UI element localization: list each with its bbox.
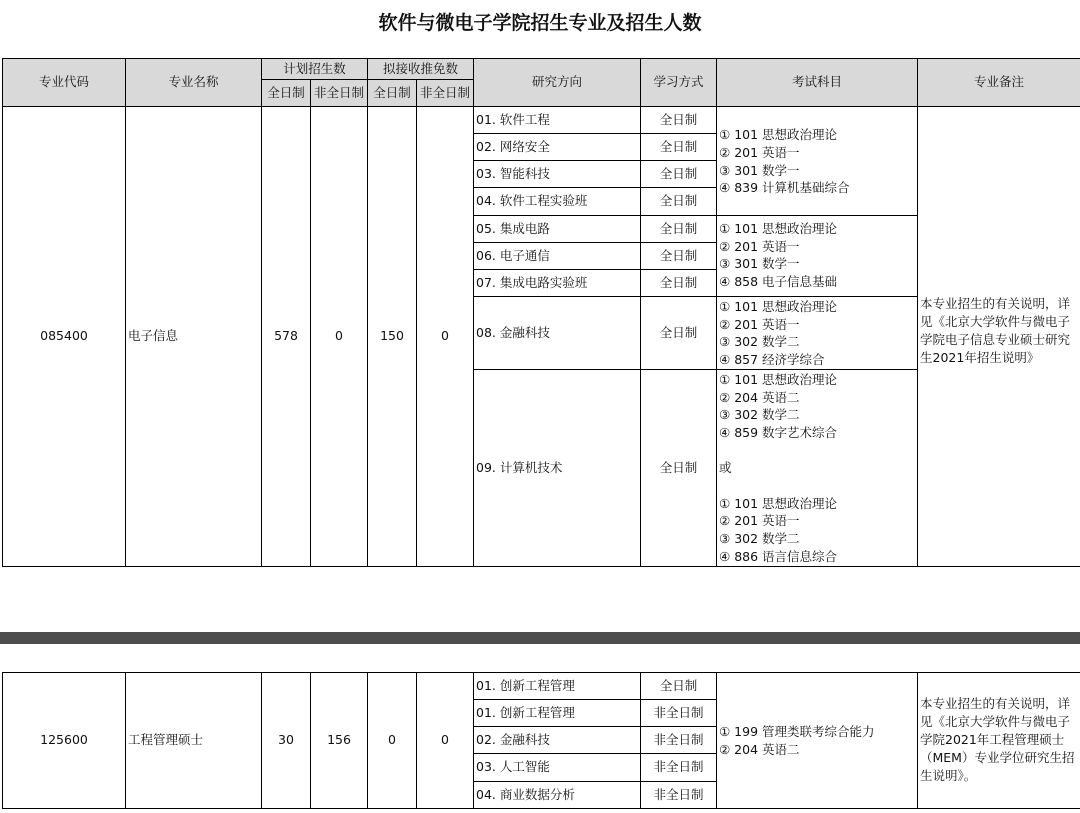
direction-item: 01. 创新工程管理 — [474, 700, 641, 727]
header-direction: 研究方向 — [474, 59, 641, 107]
direction-item: 03. 人工智能 — [474, 754, 641, 782]
study-mode: 全日制 — [641, 297, 717, 370]
push-part-count: 0 — [417, 107, 474, 567]
note-text: 本专业招生的有关说明，详见《北京大学软件与微电子学院2021年工程管理硕士（MEM）专业学位研究生招生说明》。 — [920, 696, 1075, 783]
exam-subjects — [717, 107, 918, 216]
subject-line: ③ 302 数学二 — [719, 334, 800, 350]
plan-full-count: 578 — [262, 107, 311, 567]
study-mode: 非全日制 — [641, 782, 717, 809]
major-note — [918, 107, 1080, 567]
header-push-full: 全日制 — [368, 80, 417, 107]
study-mode: 全日制 — [641, 161, 717, 188]
push-part-count: 0 — [417, 673, 474, 809]
study-mode: 非全日制 — [641, 727, 717, 754]
plan-full-count: 30 — [262, 673, 311, 809]
exam-subjects — [717, 297, 918, 370]
subject-line: ④ 859 数字艺术综合 — [719, 424, 838, 440]
subject-line: ③ 301 数学一 — [719, 162, 800, 178]
direction-item: 07. 集成电路实验班 — [474, 270, 641, 297]
study-mode: 非全日制 — [641, 700, 717, 727]
major-name: 电子信息 — [126, 107, 262, 567]
subject-line: ① 101 思想政治理论 — [719, 127, 838, 143]
subject-line: ④ 886 语言信息综合 — [719, 548, 838, 564]
push-full-count: 150 — [368, 107, 417, 567]
major-code: 125600 — [3, 673, 126, 809]
header-note: 专业备注 — [918, 59, 1080, 107]
exam-subjects — [717, 369, 918, 566]
header-push: 拟接收推免数 — [368, 59, 474, 80]
direction-item: 01. 创新工程管理 — [474, 673, 641, 700]
subject-line: ② 201 英语一 — [719, 238, 800, 254]
subject-line: ① 101 思想政治理论 — [719, 221, 838, 236]
exam-subjects — [717, 673, 918, 809]
major-code: 085400 — [3, 107, 126, 567]
push-full-count: 0 — [368, 673, 417, 809]
subject-line: ① 101 思想政治理论 — [719, 299, 838, 314]
subject-line: ③ 301 数学一 — [719, 256, 800, 272]
study-mode: 全日制 — [641, 216, 717, 243]
subject-line: ① 101 思想政治理论 — [719, 371, 838, 387]
header-name: 专业名称 — [126, 59, 262, 107]
subject-line: ② 204 英语二 — [719, 389, 800, 405]
direction-item: 02. 网络安全 — [474, 134, 641, 161]
subject-line: ④ 857 经济学综合 — [719, 352, 825, 368]
direction-item: 05. 集成电路 — [474, 216, 641, 243]
subject-line: ② 201 英语一 — [719, 513, 800, 529]
header-subjects: 考试科目 — [717, 59, 918, 107]
study-mode: 非全日制 — [641, 754, 717, 782]
study-mode: 全日制 — [641, 369, 717, 566]
subject-line: ④ 839 计算机基础综合 — [719, 180, 850, 196]
page-divider — [0, 632, 1080, 644]
header-plan-full: 全日制 — [262, 80, 311, 107]
subject-line: ② 204 英语二 — [719, 742, 800, 757]
major-name: 工程管理硕士 — [126, 673, 262, 809]
header-plan: 计划招生数 — [262, 59, 368, 80]
direction-item: 04. 商业数据分析 — [474, 782, 641, 809]
note-text: 本专业招生的有关说明，详见《北京大学软件与微电子学院电子信息专业硕士研究生2021年招生说明》 — [920, 296, 1071, 366]
direction-item: 06. 电子通信 — [474, 243, 641, 270]
direction-item: 04. 软件工程实验班 — [474, 188, 641, 216]
subject-or: 或 — [719, 460, 732, 476]
direction-item: 02. 金融科技 — [474, 727, 641, 754]
direction-item: 09. 计算机技术 — [474, 369, 641, 566]
header-code: 专业代码 — [3, 59, 126, 107]
direction-item: 01. 软件工程 — [474, 107, 641, 134]
header-push-part: 非全日制 — [417, 80, 474, 107]
direction-item: 03. 智能科技 — [474, 161, 641, 188]
header-plan-part: 非全日制 — [311, 80, 368, 107]
header-mode: 学习方式 — [641, 59, 717, 107]
subject-line: ① 101 思想政治理论 — [719, 495, 838, 511]
admissions-table-main — [2, 58, 1080, 567]
direction-item: 08. 金融科技 — [474, 297, 641, 370]
page-title: 软件与微电子学院招生专业及招生人数 — [378, 12, 702, 34]
exam-subjects — [717, 216, 918, 297]
study-mode: 全日制 — [641, 243, 717, 270]
major-note — [918, 673, 1080, 809]
plan-part-count: 0 — [311, 107, 368, 567]
subject-line: ① 199 管理类联考综合能力 — [719, 724, 875, 740]
study-mode: 全日制 — [641, 134, 717, 161]
study-mode: 全日制 — [641, 270, 717, 297]
subject-line: ③ 302 数学二 — [719, 407, 800, 423]
study-mode: 全日制 — [641, 107, 717, 134]
subject-line: ② 201 英语一 — [719, 144, 800, 160]
plan-part-count: 156 — [311, 673, 368, 809]
subject-line: ④ 858 电子信息基础 — [719, 274, 838, 290]
study-mode: 全日制 — [641, 188, 717, 216]
admissions-table-mem — [2, 672, 1080, 809]
subject-line: ② 201 英语一 — [719, 316, 800, 332]
subject-line: ③ 302 数学二 — [719, 531, 800, 547]
study-mode: 全日制 — [641, 673, 717, 700]
